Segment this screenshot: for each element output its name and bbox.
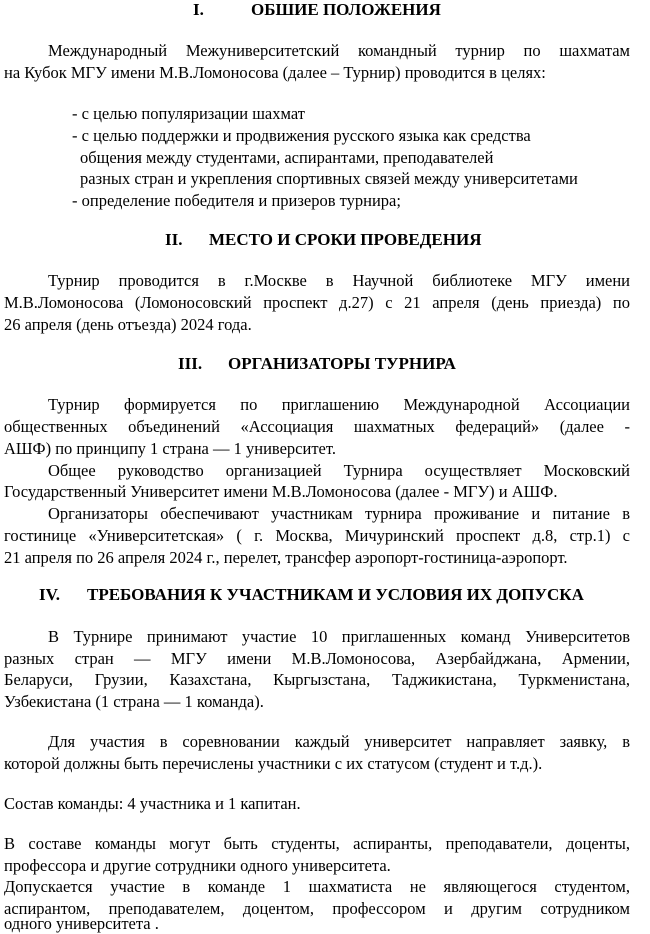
paragraph-line: Организаторы обеспечивают участникам турнира проживание и питание в — [48, 504, 630, 523]
list-item: - с целью популяризации шахмат — [72, 104, 305, 123]
list-item: - с целью поддержки и продвижения русского языка как средства — [72, 126, 531, 145]
paragraph-line: одного университета . — [4, 914, 159, 933]
paragraph-line: Турнир проводится в г.Москве в Научной библиотеке МГУ имени — [48, 271, 630, 290]
list-item-continuation: общения между студентами, аспирантами, преподавателей — [80, 148, 494, 167]
paragraph-line: В составе команды могут быть студенты, аспиранты, преподаватели, доценты, — [4, 834, 630, 853]
section-number: I. — [193, 0, 204, 19]
section-title: ОРГАНИЗАТОРЫ ТУРНИРА — [228, 354, 456, 373]
paragraph-line: Допускается участие в команде 1 шахматиста не являющегося студентом, — [4, 877, 630, 896]
paragraph-line: аспирантом, преподавателем, доцентом, профессором и другим сотрудником — [4, 899, 630, 918]
paragraph-line: Узбекистана (1 страна — 1 команда). — [4, 692, 264, 711]
paragraph-line: профессора и другие сотрудники одного университета. — [4, 856, 391, 875]
paragraph-line: В Турнире принимают участие 10 приглашенных команд Университетов — [48, 627, 630, 646]
paragraph-line: Общее руководство организацией Турнира осуществляет Московский — [48, 461, 630, 480]
section-title: ТРЕБОВАНИЯ К УЧАСТНИКАМ И УСЛОВИЯ ИХ ДОПУСКА — [87, 585, 584, 604]
section-heading-1 — [193, 0, 441, 21]
paragraph-line: М.В.Ломоносова (Ломоносовский проспект д.27) с 21 апреля (день приезда) по — [4, 293, 630, 312]
section-title: МЕСТО И СРОКИ ПРОВЕДЕНИЯ — [209, 230, 482, 249]
paragraph-line: гостинице «Университетская» ( г. Москва, Мичуринский проспект д.8, стр.1) с — [4, 526, 630, 545]
list-item: - определение победителя и призеров турнира; — [72, 191, 401, 210]
section-number: II. — [165, 230, 183, 249]
paragraph-line: разных стран — МГУ имени М.В.Ломоносова, Азербайджана, Армении, — [4, 649, 630, 668]
paragraph-line: 26 апреля (день отъезда) 2024 года. — [4, 315, 252, 334]
paragraph-line: Для участия в соревновании каждый университет направляет заявку, в — [48, 732, 630, 751]
paragraph-line: общественных объединений «Ассоциация шахматных федераций» (далее - — [4, 417, 630, 436]
paragraph-line: АШФ) по принципу 1 страна — 1 университет. — [4, 439, 336, 458]
paragraph-line: Беларуси, Грузии, Казахстана, Кыргызстана, Таджикистана, Туркменистана, — [4, 670, 630, 689]
section-title: ОБШИЕ ПОЛОЖЕНИЯ — [251, 0, 441, 19]
paragraph-line: Состав команды: 4 участника и 1 капитан. — [4, 794, 301, 813]
list-item-continuation: разных стран и укрепления спортивных связей между университетами — [80, 169, 578, 188]
section-number: III. — [178, 354, 203, 373]
paragraph-line: Международный Межуниверситетский командный турнир по шахматам — [48, 41, 630, 60]
section-heading-3 — [178, 353, 456, 375]
paragraph-line: Турнир формируется по приглашению Международной Ассоциации — [48, 395, 630, 414]
paragraph-line: Государственный Университет имени М.В.Ломоносова (далее - МГУ) и АШФ. — [4, 482, 558, 501]
paragraph-line: 21 апреля по 26 апреля 2024 г., перелет, трансфер аэропорт-гостиница-аэропорт. — [4, 548, 568, 567]
section-heading-4 — [39, 584, 584, 606]
section-number: IV. — [39, 585, 60, 604]
section-heading-2 — [165, 229, 481, 251]
paragraph-line: которой должны быть перечислены участники с их статусом (студент и т.д.). — [4, 754, 543, 773]
paragraph-line: на Кубок МГУ имени М.В.Ломоносова (далее – Турнир) проводится в целях: — [4, 63, 546, 82]
